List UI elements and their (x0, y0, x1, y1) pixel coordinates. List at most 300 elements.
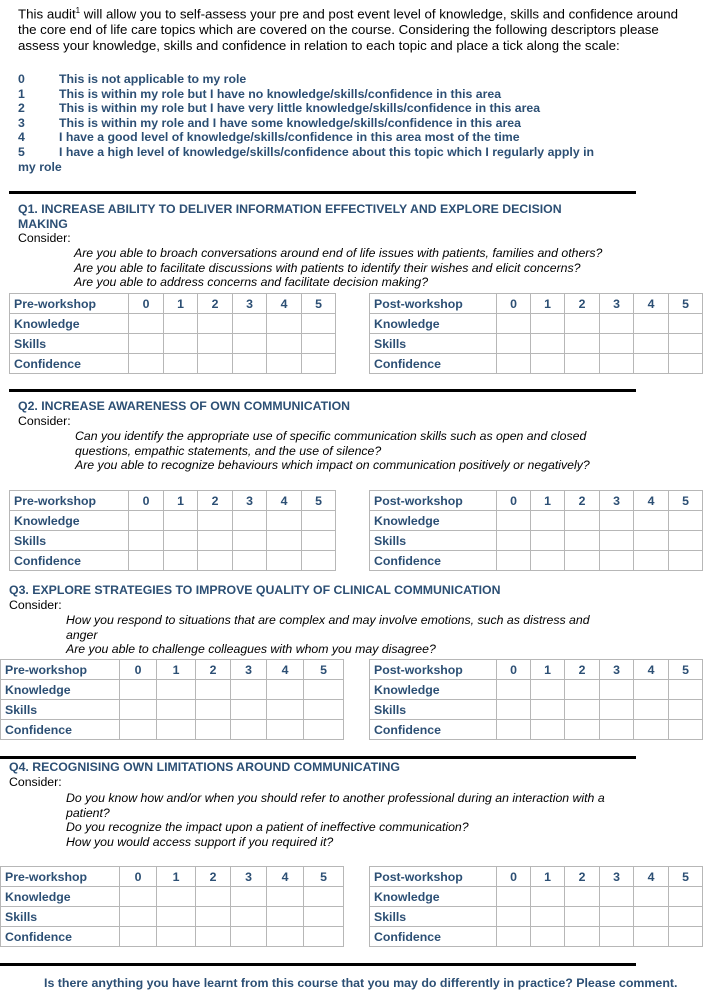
level-4-header: 4 (267, 867, 304, 887)
q3-post-workshop-table (369, 659, 703, 740)
tick-cell-5[interactable] (669, 927, 703, 947)
level-0-header: 0 (497, 867, 531, 887)
table-row (370, 907, 703, 927)
level-3-header: 3 (231, 660, 267, 680)
knowledge-label: Knowledge (370, 680, 497, 700)
q1-section (18, 202, 562, 246)
tick-cell-4[interactable] (267, 887, 304, 907)
q2-prompt: Are you able to recognize behaviours which impact on communication positively or negatively? (75, 458, 590, 472)
tick-cell-0[interactable] (120, 887, 157, 907)
confidence-label: Confidence (370, 551, 497, 571)
tick-cell-3[interactable] (600, 907, 634, 927)
level-1-header: 1 (531, 294, 565, 314)
tick-cell-3[interactable] (600, 354, 634, 374)
level-1-header: 1 (157, 867, 196, 887)
knowledge-label: Knowledge (10, 314, 129, 334)
tick-cell-1[interactable] (531, 720, 565, 740)
tick-cell-4[interactable] (267, 907, 304, 927)
tick-cell-1[interactable] (164, 314, 198, 334)
skills-label: Skills (10, 334, 129, 354)
q2-prompts (75, 429, 590, 473)
tick-cell-5[interactable] (669, 354, 703, 374)
tick-cell-0[interactable] (497, 720, 531, 740)
q1-prompt: Are you able to address concerns and facilitate decision making? (74, 275, 429, 289)
skills-label: Skills (370, 700, 497, 720)
tick-cell-2[interactable] (198, 354, 233, 374)
skills-label: Skills (370, 907, 497, 927)
tick-cell-3[interactable] (233, 354, 267, 374)
level-2-header: 2 (565, 867, 600, 887)
tick-cell-2[interactable] (196, 720, 231, 740)
scale-item (18, 145, 594, 160)
q1-prompt: Are you able to facilitate discussions with patients to identify their wishes and elicit concerns? (74, 260, 581, 275)
confidence-label: Confidence (10, 551, 129, 571)
tick-cell-3[interactable] (600, 314, 634, 334)
q3-prompts (66, 613, 590, 657)
tick-cell-0[interactable] (120, 700, 157, 720)
level-1-header: 1 (531, 491, 565, 511)
q3-pre-workshop-table (0, 659, 344, 740)
tick-cell-2[interactable] (196, 907, 231, 927)
tick-cell-4[interactable] (634, 680, 669, 700)
tick-cell-3[interactable] (600, 531, 634, 551)
consider-label: Consider: (18, 231, 71, 245)
consider-label: Consider: (9, 597, 62, 612)
level-0-header: 0 (497, 491, 531, 511)
tick-cell-5[interactable] (302, 334, 336, 354)
tick-cell-0[interactable] (497, 887, 531, 907)
confidence-label: Confidence (10, 354, 129, 374)
level-3-header: 3 (600, 491, 634, 511)
knowledge-label: Knowledge (370, 314, 497, 334)
tick-cell-1[interactable] (157, 887, 196, 907)
tick-cell-1[interactable] (164, 531, 198, 551)
table-header-row (370, 867, 703, 887)
skills-label: Skills (10, 531, 129, 551)
table-row (10, 334, 336, 354)
q1-post-workshop-table (369, 293, 703, 374)
tick-cell-5[interactable] (669, 907, 703, 927)
tick-cell-3[interactable] (233, 314, 267, 334)
tick-cell-2[interactable] (565, 551, 600, 571)
skills-label: Skills (1, 700, 120, 720)
tick-cell-2[interactable] (196, 927, 231, 947)
tick-cell-5[interactable] (304, 927, 344, 947)
tick-cell-4[interactable] (634, 314, 669, 334)
q4-title: Q4. RECOGNISING OWN LIMITATIONS AROUND COMMUNICATING (9, 760, 400, 774)
level-2-header: 2 (198, 491, 233, 511)
q1-title-line2: MAKING (18, 216, 68, 231)
tick-cell-2[interactable] (196, 680, 231, 700)
level-3-header: 3 (600, 294, 634, 314)
q1-title-line1: Q1. INCREASE ABILITY TO DELIVER INFORMATION EFFECTIVELY AND EXPLORE DECISION (18, 202, 562, 216)
tick-cell-2[interactable] (196, 700, 231, 720)
tick-cell-1[interactable] (531, 887, 565, 907)
tick-cell-5[interactable] (669, 551, 703, 571)
tick-cell-2[interactable] (198, 511, 233, 531)
tick-cell-0[interactable] (129, 314, 164, 334)
q3-prompt: anger (66, 627, 98, 642)
tick-cell-5[interactable] (304, 700, 344, 720)
scale-description: This is within my role and I have some knowledge/skills/confidence in this area (59, 115, 521, 130)
q1-prompts (74, 246, 602, 290)
tick-cell-4[interactable] (267, 354, 302, 374)
tick-cell-4[interactable] (634, 551, 669, 571)
tick-cell-5[interactable] (302, 511, 336, 531)
tick-cell-3[interactable] (231, 720, 267, 740)
level-1-header: 1 (531, 660, 565, 680)
tick-cell-2[interactable] (565, 511, 600, 531)
tick-cell-5[interactable] (302, 314, 336, 334)
table-row (370, 720, 703, 740)
tick-cell-1[interactable] (531, 680, 565, 700)
tick-cell-3[interactable] (233, 551, 267, 571)
tick-cell-2[interactable] (198, 314, 233, 334)
tick-cell-4[interactable] (267, 927, 304, 947)
level-2-header: 2 (565, 660, 600, 680)
table-row (1, 680, 344, 700)
scale-number: 4 (18, 130, 25, 145)
tick-cell-4[interactable] (634, 927, 669, 947)
pre-workshop-label: Pre-workshop (1, 867, 120, 887)
tick-cell-1[interactable] (531, 314, 565, 334)
tick-cell-2[interactable] (565, 700, 600, 720)
tick-cell-0[interactable] (497, 511, 531, 531)
tick-cell-0[interactable] (129, 551, 164, 571)
tick-cell-3[interactable] (231, 680, 267, 700)
scale-item (18, 116, 594, 131)
tick-cell-5[interactable] (669, 314, 703, 334)
scale-item (18, 101, 594, 116)
tick-cell-1[interactable] (531, 354, 565, 374)
level-2-header: 2 (198, 294, 233, 314)
tick-cell-0[interactable] (497, 551, 531, 571)
tick-cell-2[interactable] (565, 334, 600, 354)
tick-cell-1[interactable] (531, 907, 565, 927)
table-header-row (10, 491, 336, 511)
level-5-header: 5 (304, 867, 344, 887)
level-3-header: 3 (600, 867, 634, 887)
tick-cell-1[interactable] (164, 354, 198, 374)
table-row (370, 314, 703, 334)
confidence-label: Confidence (1, 720, 120, 740)
tick-cell-2[interactable] (565, 680, 600, 700)
scale-number: 0 (18, 72, 25, 86)
tick-cell-3[interactable] (233, 334, 267, 354)
tick-cell-0[interactable] (120, 927, 157, 947)
scale-number: 1 (18, 86, 25, 101)
intro-paragraph (18, 3, 698, 54)
tick-cell-1[interactable] (531, 531, 565, 551)
level-3-header: 3 (231, 867, 267, 887)
scale-number: 3 (18, 115, 25, 130)
scale-legend (18, 72, 594, 174)
table-row (10, 511, 336, 531)
scale-item (18, 87, 594, 102)
tick-cell-5[interactable] (302, 551, 336, 571)
table-row (10, 551, 336, 571)
tick-cell-4[interactable] (634, 334, 669, 354)
table-row (10, 354, 336, 374)
tick-cell-2[interactable] (196, 887, 231, 907)
level-4-header: 4 (267, 491, 302, 511)
tick-cell-3[interactable] (600, 700, 634, 720)
tick-cell-4[interactable] (267, 700, 304, 720)
table-row (1, 700, 344, 720)
level-4-header: 4 (267, 660, 304, 680)
level-5-header: 5 (302, 491, 336, 511)
level-2-header: 2 (565, 294, 600, 314)
tick-cell-0[interactable] (129, 354, 164, 374)
tick-cell-4[interactable] (267, 334, 302, 354)
tick-cell-2[interactable] (565, 927, 600, 947)
section-divider (9, 389, 636, 392)
tick-cell-2[interactable] (565, 531, 600, 551)
level-5-header: 5 (302, 294, 336, 314)
consider-label: Consider: (18, 413, 71, 428)
q3-prompt: How you respond to situations that are complex and may involve emotions, such as distress and (66, 613, 590, 627)
scale-description: This is within my role but I have very little knowledge/skills/confidence in this area (59, 101, 541, 116)
tick-cell-0[interactable] (129, 531, 164, 551)
tick-cell-1[interactable] (157, 700, 196, 720)
tick-cell-1[interactable] (531, 334, 565, 354)
tick-cell-4[interactable] (267, 551, 302, 571)
tick-cell-1[interactable] (531, 927, 565, 947)
q2-prompt: questions, empathic statements, and the use of silence? (75, 443, 382, 458)
tick-cell-5[interactable] (669, 334, 703, 354)
tick-cell-0[interactable] (129, 334, 164, 354)
scale-item (18, 72, 594, 87)
table-row (370, 531, 703, 551)
table-row (10, 531, 336, 551)
knowledge-label: Knowledge (1, 887, 120, 907)
level-2-header: 2 (565, 491, 600, 511)
knowledge-label: Knowledge (10, 511, 129, 531)
tick-cell-3[interactable] (600, 680, 634, 700)
tick-cell-1[interactable] (164, 511, 198, 531)
table-header-row (370, 491, 703, 511)
pre-workshop-label: Pre-workshop (1, 660, 120, 680)
level-5-header: 5 (669, 294, 703, 314)
scale-description: I have a high level of knowledge/skills/confidence about this topic which I regularly apply in (59, 144, 595, 159)
tick-cell-5[interactable] (669, 511, 703, 531)
tick-cell-2[interactable] (565, 314, 600, 334)
q4-section (9, 760, 400, 790)
tick-cell-3[interactable] (600, 887, 634, 907)
tick-cell-5[interactable] (304, 720, 344, 740)
post-workshop-label: Post-workshop (370, 867, 497, 887)
tick-cell-0[interactable] (497, 334, 531, 354)
tick-cell-3[interactable] (231, 927, 267, 947)
level-4-header: 4 (634, 867, 669, 887)
tick-cell-5[interactable] (302, 531, 336, 551)
tick-cell-3[interactable] (600, 511, 634, 531)
tick-cell-4[interactable] (267, 531, 302, 551)
tick-cell-0[interactable] (120, 907, 157, 927)
table-header-row (370, 660, 703, 680)
skills-label: Skills (1, 907, 120, 927)
q4-prompt: Do you recognize the impact upon a patient of ineffective communication? (66, 820, 469, 834)
table-row (370, 700, 703, 720)
tick-cell-4[interactable] (634, 720, 669, 740)
confidence-label: Confidence (370, 354, 497, 374)
tick-cell-1[interactable] (157, 680, 196, 700)
level-4-header: 4 (267, 294, 302, 314)
tick-cell-3[interactable] (233, 531, 267, 551)
level-1-header: 1 (164, 491, 198, 511)
level-4-header: 4 (634, 491, 669, 511)
tick-cell-5[interactable] (669, 531, 703, 551)
table-row (370, 354, 703, 374)
tick-cell-1[interactable] (164, 551, 198, 571)
level-0-header: 0 (129, 491, 164, 511)
scale-number: 5 (18, 144, 25, 159)
confidence-label: Confidence (1, 927, 120, 947)
tick-cell-2[interactable] (565, 907, 600, 927)
tick-cell-2[interactable] (198, 334, 233, 354)
q3-title: Q3. EXPLORE STRATEGIES TO IMPROVE QUALITY OF CLINICAL COMMUNICATION (9, 583, 501, 597)
scale-item-continuation: my role (18, 159, 62, 174)
scale-description: I have a good level of knowledge/skills/confidence in this area most of the time (59, 130, 520, 145)
tick-cell-4[interactable] (634, 531, 669, 551)
tick-cell-0[interactable] (120, 680, 157, 700)
scale-description: This is not applicable to my role (59, 72, 247, 86)
tick-cell-0[interactable] (497, 927, 531, 947)
tick-cell-1[interactable] (531, 511, 565, 531)
tick-cell-2[interactable] (565, 720, 600, 740)
level-5-header: 5 (669, 491, 703, 511)
knowledge-label: Knowledge (1, 680, 120, 700)
tick-cell-5[interactable] (669, 720, 703, 740)
tick-cell-5[interactable] (304, 887, 344, 907)
tick-cell-0[interactable] (129, 511, 164, 531)
tick-cell-4[interactable] (634, 907, 669, 927)
tick-cell-0[interactable] (497, 314, 531, 334)
table-header-row (10, 294, 336, 314)
intro-text-rest: will allow you to self-assess your pre and post event level of knowledge, skills and confidence around the core end of life care topics which are covered on the course. Considering the following descriptors please assess your knowledge, skills and confidence in relation to each topic and place a tick along the scale: (18, 6, 679, 54)
tick-cell-5[interactable] (304, 907, 344, 927)
table-row (10, 314, 336, 334)
pre-workshop-label: Pre-workshop (10, 491, 129, 511)
tick-cell-3[interactable] (231, 700, 267, 720)
tick-cell-1[interactable] (157, 927, 196, 947)
table-row (1, 907, 344, 927)
tick-cell-3[interactable] (233, 511, 267, 531)
tick-cell-5[interactable] (302, 354, 336, 374)
level-3-header: 3 (233, 491, 267, 511)
tick-cell-2[interactable] (565, 354, 600, 374)
skills-label: Skills (370, 531, 497, 551)
tick-cell-3[interactable] (600, 334, 634, 354)
tick-cell-0[interactable] (497, 531, 531, 551)
tick-cell-2[interactable] (198, 551, 233, 571)
tick-cell-3[interactable] (231, 887, 267, 907)
level-4-header: 4 (634, 660, 669, 680)
tick-cell-4[interactable] (634, 354, 669, 374)
table-row (1, 720, 344, 740)
table-row (370, 887, 703, 907)
q3-prompt: Are you able to challenge colleagues with whom you may disagree? (66, 642, 436, 656)
tick-cell-2[interactable] (198, 531, 233, 551)
q4-prompts (66, 791, 605, 849)
level-0-header: 0 (497, 660, 531, 680)
q1-pre-workshop-table (9, 293, 336, 374)
tick-cell-2[interactable] (565, 887, 600, 907)
q4-prompt: Do you know how and/or when you should refer to another professional during an interaction with a (66, 791, 605, 805)
table-row (370, 334, 703, 354)
knowledge-label: Knowledge (370, 887, 497, 907)
tick-cell-1[interactable] (157, 720, 196, 740)
q2-pre-workshop-table (9, 490, 336, 571)
tick-cell-5[interactable] (669, 887, 703, 907)
q2-section (18, 399, 350, 429)
comment-question: Is there anything you have learnt from this course that you may do differently in practice? Please comment. (44, 976, 678, 990)
tick-cell-4[interactable] (634, 511, 669, 531)
section-divider (0, 963, 636, 966)
table-header-row (1, 867, 344, 887)
level-1-header: 1 (531, 867, 565, 887)
tick-cell-4[interactable] (267, 720, 304, 740)
level-0-header: 0 (120, 867, 157, 887)
tick-cell-5[interactable] (304, 680, 344, 700)
level-0-header: 0 (497, 294, 531, 314)
tick-cell-4[interactable] (267, 680, 304, 700)
table-row (370, 511, 703, 531)
tick-cell-5[interactable] (669, 700, 703, 720)
tick-cell-3[interactable] (600, 927, 634, 947)
q4-prompt: How you would access support if you required it? (66, 834, 334, 849)
scale-description: This is within my role but I have no knowledge/skills/confidence in this area (59, 86, 502, 101)
tick-cell-3[interactable] (600, 551, 634, 571)
scale-item (18, 130, 594, 145)
level-5-header: 5 (304, 660, 344, 680)
q2-post-workshop-table (369, 490, 703, 571)
level-1-header: 1 (157, 660, 196, 680)
tick-cell-1[interactable] (531, 551, 565, 571)
level-0-header: 0 (120, 660, 157, 680)
section-divider (9, 191, 636, 194)
level-3-header: 3 (233, 294, 267, 314)
tick-cell-4[interactable] (634, 700, 669, 720)
post-workshop-label: Post-workshop (370, 660, 497, 680)
tick-cell-0[interactable] (497, 680, 531, 700)
tick-cell-1[interactable] (157, 907, 196, 927)
consider-label: Consider: (9, 774, 62, 789)
level-2-header: 2 (196, 660, 231, 680)
q4-prompt: patient? (66, 805, 110, 820)
tick-cell-4[interactable] (267, 511, 302, 531)
tick-cell-1[interactable] (164, 334, 198, 354)
tick-cell-0[interactable] (497, 354, 531, 374)
q4-pre-workshop-table (0, 866, 344, 947)
post-workshop-label: Post-workshop (370, 491, 497, 511)
post-workshop-label: Post-workshop (370, 294, 497, 314)
tick-cell-5[interactable] (669, 680, 703, 700)
tick-cell-0[interactable] (497, 907, 531, 927)
tick-cell-0[interactable] (120, 720, 157, 740)
q2-title: Q2. INCREASE AWARENESS OF OWN COMMUNICATION (18, 399, 351, 413)
table-row (1, 927, 344, 947)
tick-cell-1[interactable] (531, 700, 565, 720)
tick-cell-4[interactable] (267, 314, 302, 334)
confidence-label: Confidence (370, 720, 497, 740)
tick-cell-3[interactable] (231, 907, 267, 927)
tick-cell-4[interactable] (634, 887, 669, 907)
table-row (370, 680, 703, 700)
level-2-header: 2 (196, 867, 231, 887)
tick-cell-3[interactable] (600, 720, 634, 740)
tick-cell-0[interactable] (497, 700, 531, 720)
